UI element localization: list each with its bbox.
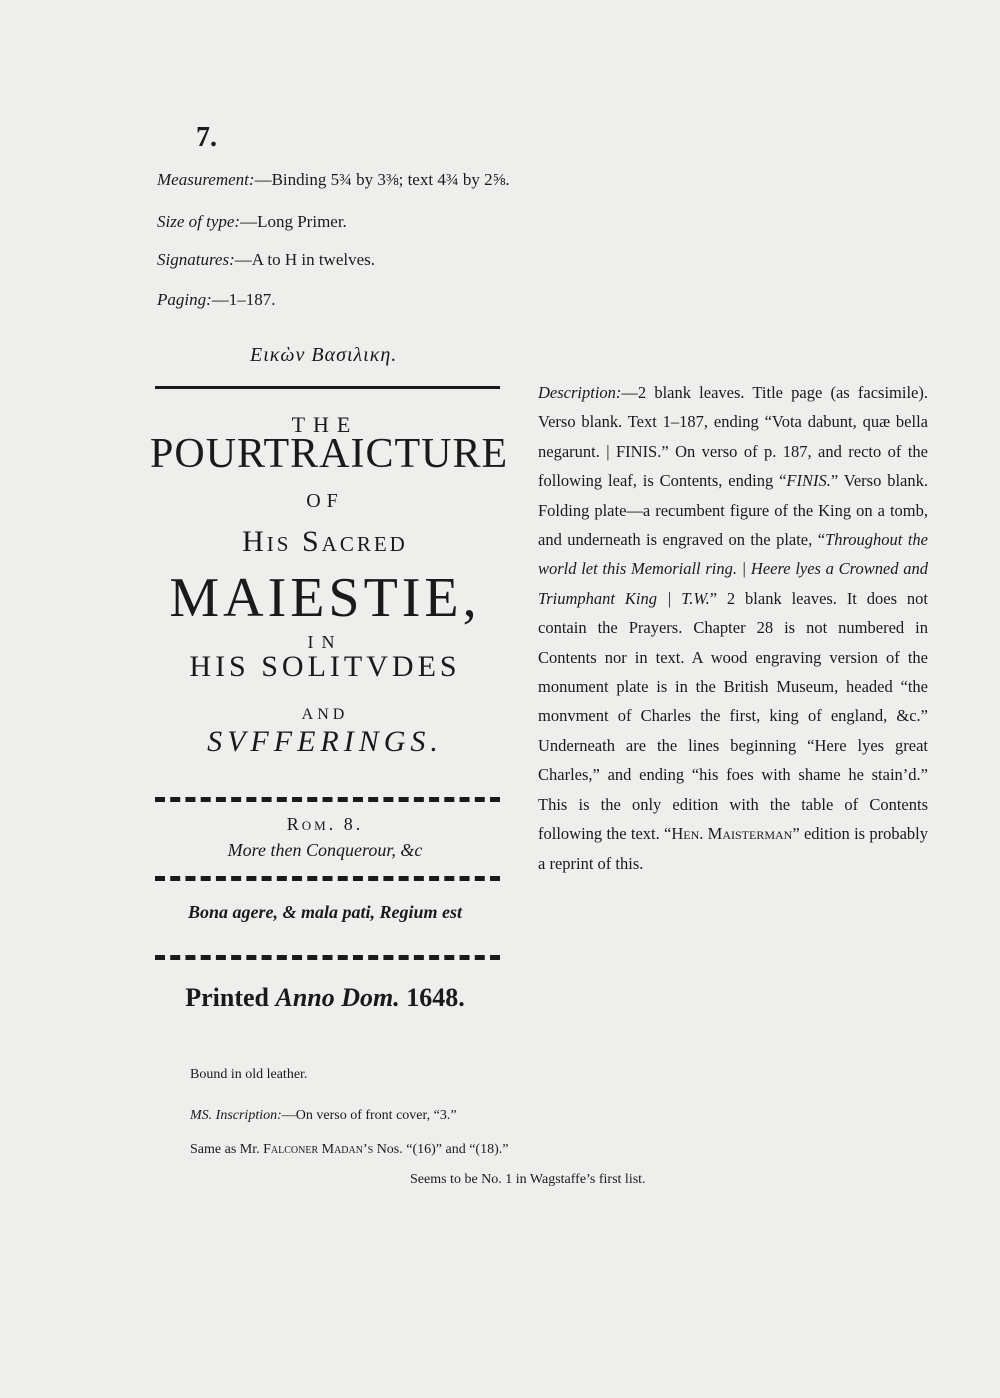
- description-part-1: —2 blank leaves. Title page (as facsimile). Verso blank. Text 1–187, ending “Vota dabunt, quæ bella negarunt. | FINIS.” On verso of p. 187, and recto of the following leaf, is Contents, ending “: [538, 383, 928, 491]
- imprint-year: 1648.: [406, 983, 465, 1012]
- title-of: OF: [306, 490, 344, 512]
- greek-title: Εικὼν Βασιλικη.: [250, 344, 398, 366]
- title-in: IN: [307, 632, 343, 652]
- title-scripture-ref: Rom. 8.: [286, 814, 364, 834]
- ms-inscription-note: [190, 1108, 457, 1124]
- type-size-label: Size of type:: [157, 212, 241, 231]
- madan-name: Falconer Madan’s: [263, 1142, 374, 1157]
- paging-label: Paging:: [157, 290, 212, 309]
- measurement-label: Measurement:: [157, 170, 255, 189]
- description-finis: FINIS.: [786, 471, 831, 491]
- entry-number: 7.: [196, 122, 217, 153]
- title-imprint: [150, 983, 500, 1013]
- title-more-then: More then Conquerour, &c: [227, 840, 423, 860]
- description-part-2: ” Verso blank. Folding plate—a recumbent figure of the King on a tomb, and underneath is engraved on the plate, “: [538, 471, 929, 550]
- measurement-value: —Binding 5¾ by 3⅜; text 4¾ by 2⅝.: [254, 170, 510, 189]
- title-rule-3: [155, 876, 500, 881]
- title-rule-4: [155, 955, 500, 960]
- description-part-4: ” edition is probably a reprint of this.: [538, 824, 929, 873]
- wagstaffe-note: Seems to be No. 1 in Wagstaffe’s first list.: [410, 1172, 646, 1187]
- ms-inscription-label: MS. Inscription:: [190, 1108, 282, 1123]
- madan-suffix: Nos. “(16)” and “(18).”: [373, 1142, 509, 1157]
- description-text: [538, 378, 928, 878]
- title-pourtraicture: POURTRAICTURE: [150, 431, 509, 477]
- title-solitudes: HIS SOLITVDES: [189, 650, 461, 683]
- binding-note: Bound in old leather.: [190, 1067, 308, 1082]
- title-rule-2: [155, 797, 500, 802]
- title-rule-top: [155, 386, 500, 389]
- title-his-sacred: His Sacred: [242, 525, 408, 558]
- title-maiestie: MAIESTIE,: [169, 567, 481, 629]
- madan-prefix: Same as Mr.: [190, 1142, 264, 1157]
- signatures-label: Signatures:: [157, 250, 235, 269]
- imprint-printed: Printed: [185, 983, 269, 1012]
- title-motto: Bona agere, & mala pati, Regium est: [187, 902, 462, 922]
- imprint-anno-dom: Anno Dom.: [275, 983, 400, 1012]
- title-and: AND: [301, 706, 349, 723]
- description-hen-maisterman: Hen. Maisterman: [671, 824, 793, 844]
- ms-inscription-value: —On verso of front cover, “3.”: [281, 1108, 457, 1123]
- paging-value: —1–187.: [211, 290, 276, 309]
- signatures-line: [157, 250, 375, 270]
- title-sufferings: SVFFERINGS.: [207, 725, 443, 758]
- title-the: THE: [291, 412, 359, 437]
- type-size-line: [157, 212, 347, 232]
- measurement-line: [157, 170, 510, 190]
- signatures-value: —A to H in twelves.: [234, 250, 376, 269]
- description-label: Description:: [538, 383, 622, 402]
- madan-note: [190, 1142, 508, 1158]
- paging-line: [157, 290, 276, 310]
- description-part-3: ” 2 blank leaves. It does not contain the Prayers. Chapter 28 is not numbered in Contents nor in text. A wood engraving version of the monument plate is in the British Museum, headed “the monvment of Charles the first, king of england, &c.” Underneath are the lines beginning “Here lyes great Charles,” and ending “his foes with shame he stain’d.” This is the only edition with the table of Contents following the text. “: [538, 588, 928, 844]
- type-size-value: —Long Primer.: [240, 212, 347, 231]
- description-plate-quote: Throughout the world let this Memoriall ring. | Heere lyes a Crowned and Triumphant King | T.W.: [538, 530, 928, 608]
